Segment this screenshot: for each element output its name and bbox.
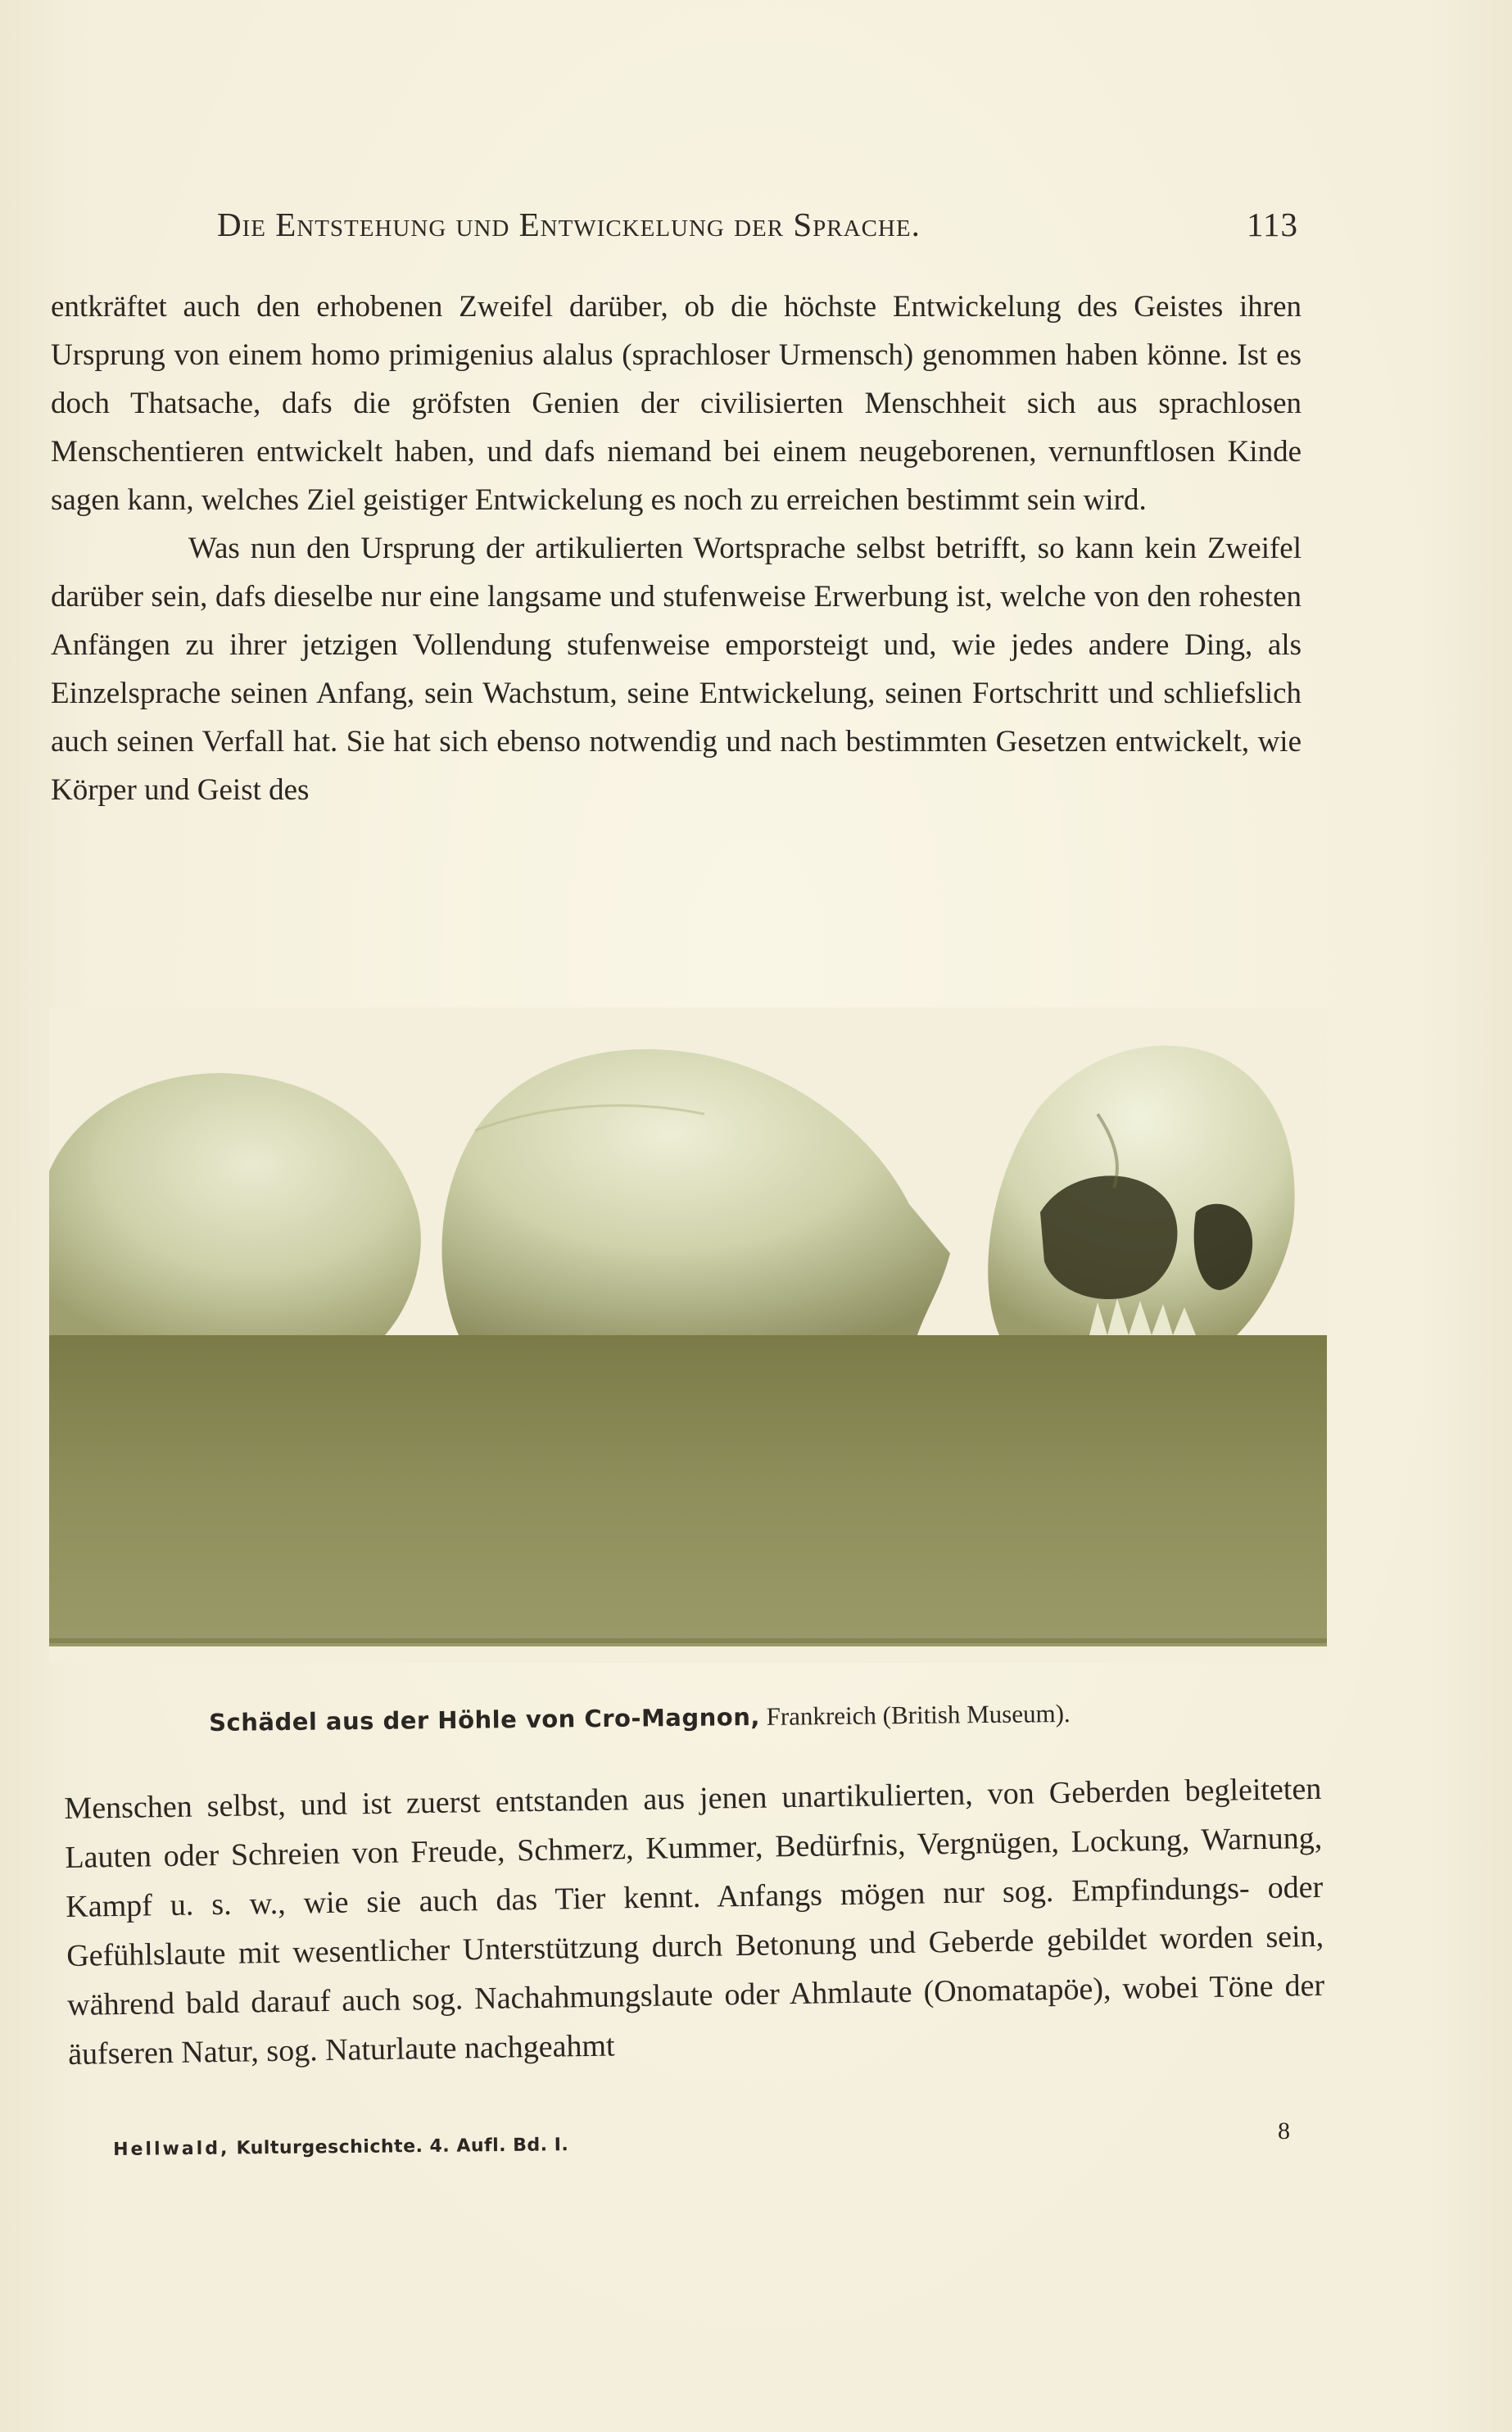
- paragraph: entkräftet auch den erhobenen Zweifel darüber, ob die höchste Entwickelung des Geistes ihren Ursprung von einem homo primigenius alalus (sprachloser Urmensch) genommen haben könne. Ist es doch Thatsache, dafs die gröfsten Genien der civilisierten Menschheit sich aus sprachlosen Menschentieren entwickelt haben, und dafs niemand bei einem neugeborenen, vernunftlosen Kinde sagen kann, welches Ziel geistiger Entwickelung es noch zu erreichen bestimmt sein wird.: [51, 290, 1301, 517]
- caption-location: Frankreich (British Museum).: [759, 1698, 1071, 1731]
- figure-caption: [209, 1697, 1192, 1737]
- signature-mark: 8: [1278, 2117, 1290, 2144]
- caption-title: Schädel aus der Höhle von Cro-Magnon,: [209, 1702, 761, 1737]
- signature-book: Kulturgeschichte. 4. Aufl. Bd. I.: [229, 2135, 569, 2159]
- running-head: [217, 205, 1298, 254]
- page-number: 113: [1247, 206, 1298, 243]
- paragraph: Was nun den Ursprung der artikulierten Wortsprache selbst betrifft, so kann kein Zweifel darüber sein, dafs dieselbe nur eine langsame und stufenweise Erwerbung ist, welche von den rohesten Anfängen zu ihrer jetzigen Vollendung stufenweise emporsteigt und, wie jedes andere Ding, als Einzelsprache seinen Anfang, sein Wachstum, seine Entwickelung, seinen Fortschritt und schliefslich auch seinen Verfall hat. Sie hat sich ebenso notwendig und nach bestimmten Gesetzen entwickelt, wie Körper und Geist des: [51, 532, 1301, 807]
- upper-text-block: [51, 283, 1301, 814]
- paragraph: Menschen selbst, und ist zuerst entstanden aus jenen unartikulierten, von Geberden begleiteten Lauten oder Schreien von Freude, Schmerz, Kummer, Bedürfnis, Vergnügen, Lockung, Warnung, Kampf u. s. w., wie sie auch das Tier kennt. Anfangs mögen nur sog. Empfindungs- oder Gefühlslaute mit wesentlicher Unterstützung durch Betonung und Geberde gebildet worden sein, während bald darauf auch sog. Nachahmungslaute oder Ahmlaute (Onomatapöe), wobei Töne der äufseren Natur, sog. Naturlaute nachgeahmt: [64, 1771, 1325, 2072]
- skull-photograph: [49, 1008, 1327, 1663]
- running-title: Die Entstehung und Entwickelung der Sprache.: [217, 206, 921, 243]
- lower-text-block: [64, 1764, 1325, 2079]
- printer-signature-line: [113, 2135, 568, 2160]
- signature-author: Hellwald,: [113, 2138, 230, 2160]
